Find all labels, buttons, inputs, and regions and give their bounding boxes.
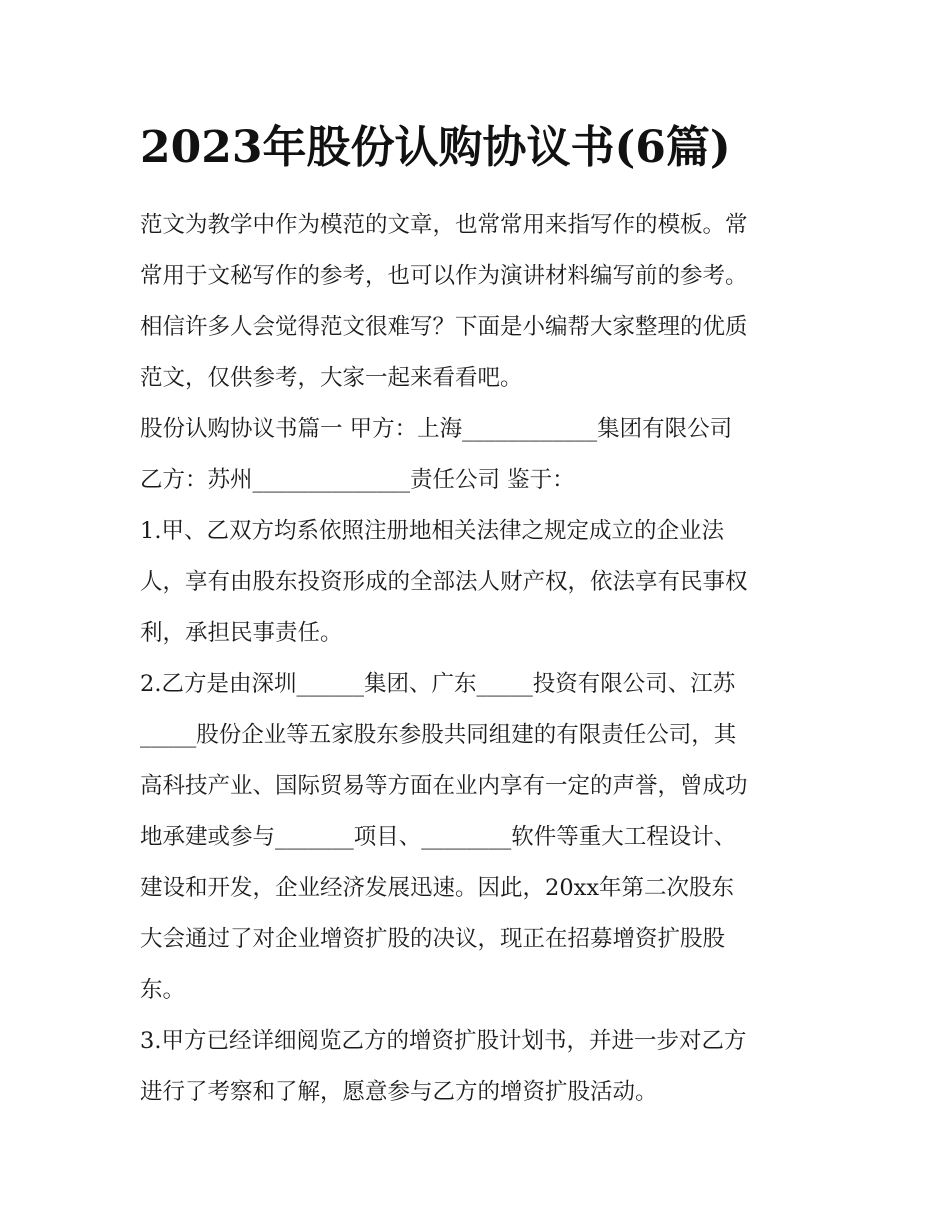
document-body [140,200,830,1118]
text-line: 3.甲方已经详细阅览乙方的增资扩股计划书，并进一步对乙方 [140,1028,747,1054]
text-line: 范文，仅供参考，大家一起来看看吧。 [140,365,523,391]
text-line: 进行了考察和了解，愿意参与乙方的增资扩股活动。 [140,1079,658,1105]
text-line: 地承建或参与_______项目、________软件等重大工程设计、 [140,824,737,850]
text-line: _____股份企业等五家股东参股共同组建的有限责任公司，其 [140,722,737,748]
text-line: 乙方：苏州______________责任公司 鉴于： [140,467,575,493]
text-line: 大会通过了对企业增资扩股的决议，现正在招募增资扩股股 [140,926,726,952]
text-line: 建设和开发，企业经济发展迅速。因此，20xx年第二次股东 [140,875,735,901]
text-line: 1.甲、乙双方均系依照注册地相关法律之规定成立的企业法 [140,518,724,544]
text-line: 相信许多人会觉得范文很难写？下面是小编帮大家整理的优质 [140,314,748,340]
text-line: 范文为教学中作为模范的文章，也常常用来指写作的模板。常 [140,212,748,238]
text-line: 人，享有由股东投资形成的全部法人财产权，依法享有民事权 [140,569,748,595]
text-line: 东。 [140,977,186,1003]
document-title: 2023年股份认购协议书(6篇) [140,122,731,173]
text-line: 高科技产业、国际贸易等方面在业内享有一定的声誉，曾成功 [140,773,748,799]
text-line: 常用于文秘写作的参考，也可以作为演讲材料编写前的参考。 [140,263,748,289]
text-line: 2.乙方是由深圳______集团、广东_____投资有限公司、江苏 [140,671,736,697]
text-line: 利，承担民事责任。 [140,620,343,646]
text-line: 股份认购协议书篇一 甲方：上海____________集团有限公司 [140,416,733,442]
